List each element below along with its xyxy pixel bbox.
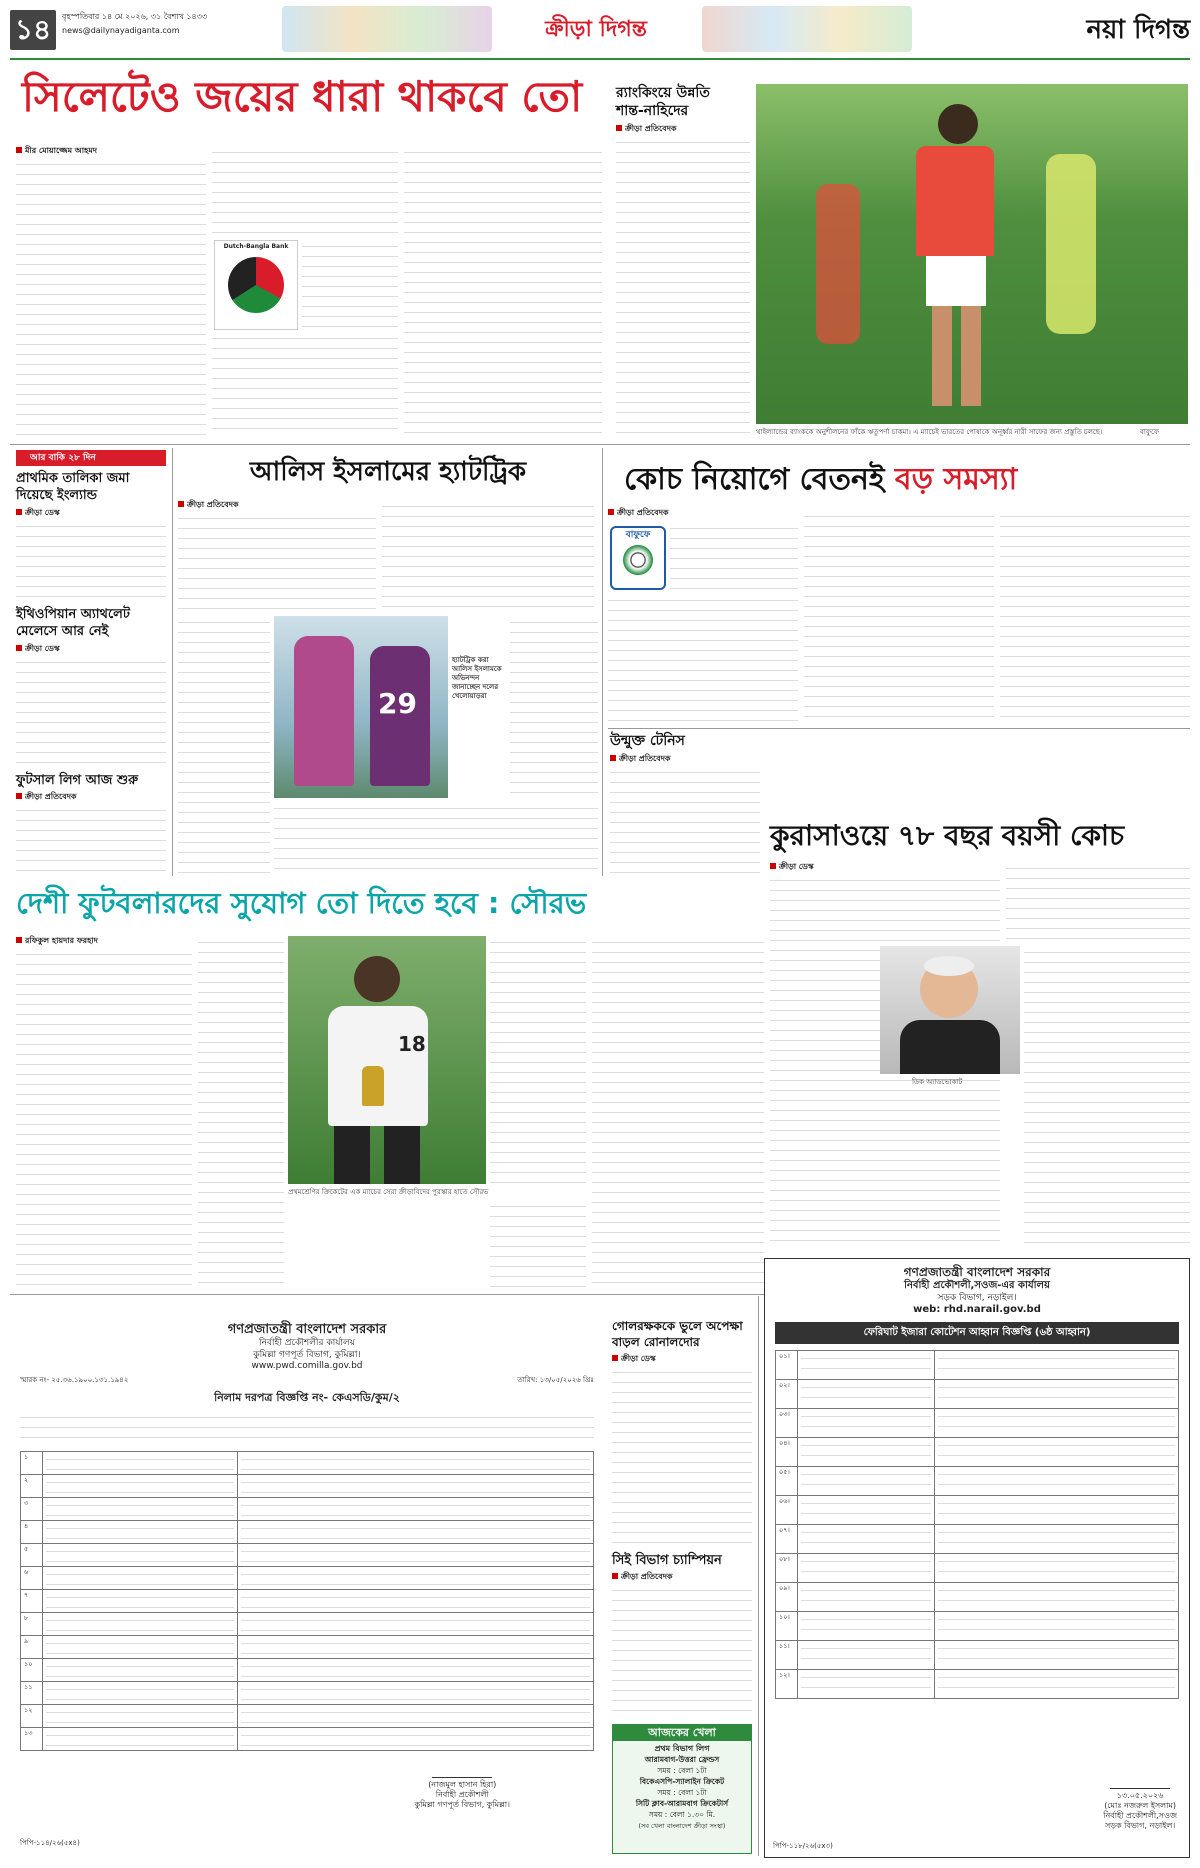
sourav-body-col4 bbox=[592, 936, 764, 1288]
row-value bbox=[237, 1497, 593, 1520]
row-serial: ০৪। bbox=[776, 1438, 798, 1467]
row-label bbox=[798, 1409, 935, 1438]
row-serial: ৫ bbox=[21, 1543, 43, 1566]
ad-right-office: নির্বাহী প্রকৌশলী,সওজ-এর কার্যালয় bbox=[904, 1280, 1050, 1291]
sourav-byline: রফিকুল হায়দার ফরহাদ bbox=[16, 936, 98, 946]
row-value bbox=[935, 1438, 1179, 1467]
section-title: ক্রীড়া দিগন্ত bbox=[545, 17, 647, 42]
goalkeeper-byline: ক্রীড়া ডেস্ক bbox=[612, 1354, 656, 1364]
row-serial: ২ bbox=[21, 1474, 43, 1497]
table-row bbox=[776, 1670, 1179, 1699]
table-row bbox=[21, 1474, 594, 1497]
coach-headline-highlight: বড় সমস্যা bbox=[894, 462, 1018, 497]
row-serial: ১০। bbox=[776, 1612, 798, 1641]
prelim-body bbox=[16, 520, 166, 600]
today-game-line: সময় : বেলা ১টা bbox=[657, 1766, 707, 1775]
tennis-byline: ক্রীড়া প্রতিবেদক bbox=[610, 754, 671, 764]
sourav-jersey-number: 18 bbox=[398, 1032, 426, 1056]
ad-right-gov: গণপ্রজাতন্ত্রী বাংলাদেশ সরকার bbox=[903, 1265, 1051, 1279]
lead-body-col3 bbox=[404, 146, 602, 438]
ad-left-signatory: (নাজমুল হাসান হিরা) bbox=[428, 1780, 497, 1789]
jersey-number: 29 bbox=[378, 687, 417, 720]
tennis-body bbox=[610, 766, 760, 876]
row-value bbox=[237, 1474, 593, 1497]
row-label bbox=[43, 1543, 238, 1566]
row-serial: ৯ bbox=[21, 1635, 43, 1658]
ad-right-signatory-title: নির্বাহী প্রকৌশলী,সওজ bbox=[1103, 1811, 1177, 1820]
bff-logo-text: বাফুফে bbox=[625, 530, 651, 540]
prelim-headline: প্রাথমিক তালিকা জমা দিয়েছে ইংল্যান্ড bbox=[16, 471, 130, 503]
row-serial: ০৫। bbox=[776, 1467, 798, 1496]
table-row bbox=[776, 1612, 1179, 1641]
row-serial: ০৯। bbox=[776, 1583, 798, 1612]
table-row bbox=[776, 1641, 1179, 1670]
row-value bbox=[237, 1566, 593, 1589]
row-label bbox=[43, 1520, 238, 1543]
ad-right-date: ১৩.০৫.২০২৬ bbox=[1116, 1791, 1164, 1800]
row-value bbox=[237, 1451, 593, 1474]
table-row bbox=[21, 1543, 594, 1566]
ad-left-date: তারিখ: ১৩/০৫/২০২৬ খ্রিঃ bbox=[517, 1376, 594, 1384]
lead-body-col2 bbox=[212, 146, 398, 238]
row-label bbox=[43, 1635, 238, 1658]
table-row bbox=[776, 1554, 1179, 1583]
row-label bbox=[798, 1496, 935, 1525]
row-value bbox=[935, 1467, 1179, 1496]
today-games-footer: (সব খেলা বাংলাদেশ ক্রীড়া সংস্থা) bbox=[638, 1822, 726, 1830]
table-row bbox=[776, 1496, 1179, 1525]
table-row bbox=[21, 1566, 594, 1589]
row-label bbox=[798, 1670, 935, 1699]
row-value bbox=[935, 1554, 1179, 1583]
coach-body-col2 bbox=[804, 510, 994, 724]
ad-left-notice-title: নিলাম দরপত্র বিজ্ঞপ্তি নং- কেএসডি/কুম/২ bbox=[214, 1390, 400, 1404]
today-game-line: সময় : বেলা ১টা bbox=[657, 1788, 707, 1797]
hattrick-photo-caption: হ্যাটট্রিক করা আলিস ইসলামকে অভিনন্দন জানাচ্ছেন দলের খেলোয়াড়রা bbox=[452, 656, 502, 700]
row-serial: ০৭। bbox=[776, 1525, 798, 1554]
ad-left bbox=[14, 1318, 600, 1854]
sponsor-logo bbox=[214, 240, 298, 330]
row-label bbox=[798, 1525, 935, 1554]
table-row bbox=[21, 1658, 594, 1681]
today-games-box bbox=[612, 1724, 752, 1854]
lead-body-col2b bbox=[302, 240, 398, 330]
row-value bbox=[935, 1612, 1179, 1641]
row-label bbox=[798, 1641, 935, 1670]
row-serial: ৮ bbox=[21, 1612, 43, 1635]
table-row bbox=[776, 1380, 1179, 1409]
divider-coach-bottom bbox=[608, 728, 1190, 729]
ethiopia-body bbox=[16, 656, 166, 766]
sylhet-champ-body bbox=[612, 1584, 752, 1718]
row-value bbox=[237, 1543, 593, 1566]
row-label bbox=[798, 1583, 935, 1612]
table-row bbox=[21, 1727, 594, 1750]
row-label bbox=[43, 1658, 238, 1681]
table-row bbox=[776, 1351, 1179, 1380]
row-label bbox=[43, 1497, 238, 1520]
ad-right bbox=[764, 1258, 1190, 1858]
row-label bbox=[43, 1704, 238, 1727]
row-serial: ১১ bbox=[21, 1681, 43, 1704]
ad-right-notice-title: ফেরিঘাট ইজারা কোটেশন আহ্বান বিজ্ঞপ্তি (৬ষ্ঠ আহ্বান) bbox=[775, 1322, 1179, 1344]
ranking-photo bbox=[756, 84, 1188, 424]
row-label bbox=[43, 1566, 238, 1589]
row-value bbox=[935, 1351, 1179, 1380]
ad-right-division: সড়ক বিভাগ, নড়াইল। bbox=[937, 1292, 1017, 1303]
curacao-body-top bbox=[1006, 862, 1190, 942]
lead-body-col1 bbox=[16, 158, 206, 438]
row-label bbox=[43, 1451, 238, 1474]
row-serial: ০৩। bbox=[776, 1409, 798, 1438]
row-serial: ৪ bbox=[21, 1520, 43, 1543]
sourav-body-col3 bbox=[490, 936, 586, 1186]
ad-right-code: পিপি-১১৮/২৬(৫x৩) bbox=[773, 1842, 833, 1851]
ad-left-table bbox=[20, 1451, 594, 1751]
row-serial: ১১। bbox=[776, 1641, 798, 1670]
row-serial: ০৮। bbox=[776, 1554, 798, 1583]
table-row bbox=[776, 1409, 1179, 1438]
futsal-headline: ফুটসাল লিগ আজ শুরু bbox=[16, 773, 139, 788]
ranking-body bbox=[616, 136, 750, 438]
table-row bbox=[21, 1612, 594, 1635]
lead-body-col2c bbox=[212, 332, 398, 438]
sourav-body-col2 bbox=[198, 936, 284, 1288]
page-header bbox=[0, 0, 1200, 62]
coach-body-col1a bbox=[670, 522, 798, 592]
ad-left-signatory-office: কুমিল্লা গণপূর্ত বিভাগ, কুমিল্লা। bbox=[414, 1800, 510, 1809]
row-value bbox=[935, 1641, 1179, 1670]
row-value bbox=[237, 1589, 593, 1612]
today-game-line: আরামবাগ-উত্তরা ফ্রেন্ডস bbox=[644, 1755, 720, 1764]
ad-left-intro bbox=[20, 1411, 594, 1447]
hattrick-body-col1 bbox=[178, 512, 376, 612]
ad-left-memo: স্মারক নং- ২৫.৩৬.১৯০০.১৩১.১৯৪২ bbox=[20, 1376, 129, 1384]
divider-mid-col bbox=[602, 448, 603, 876]
row-value bbox=[237, 1681, 593, 1704]
table-row bbox=[776, 1583, 1179, 1612]
header-strip-left bbox=[282, 6, 492, 52]
ad-right-table bbox=[775, 1350, 1179, 1699]
countdown-badge: আর বাকি ২৮ দিন bbox=[16, 450, 166, 466]
hattrick-body-bottom bbox=[274, 802, 598, 876]
player-figure bbox=[916, 104, 996, 414]
ad-left-signature-icon bbox=[432, 1760, 492, 1778]
row-serial: ১২ bbox=[21, 1704, 43, 1727]
table-row bbox=[21, 1520, 594, 1543]
row-label bbox=[43, 1727, 238, 1750]
row-label bbox=[43, 1474, 238, 1497]
ad-right-signatory: (মোঃ নজরুল ইসলাম) bbox=[1104, 1801, 1176, 1810]
ad-right-signatory-office: সড়ক বিভাগ, নড়াইল। bbox=[1104, 1821, 1176, 1830]
trophy-icon bbox=[362, 1066, 384, 1106]
row-serial: ১০ bbox=[21, 1658, 43, 1681]
header-strip-right bbox=[702, 6, 912, 52]
divider-row1 bbox=[10, 444, 1190, 445]
curacao-photo bbox=[880, 946, 1020, 1074]
sylhet-champ-byline: ক্রীড়া প্রতিবেদক bbox=[612, 1572, 673, 1582]
ad-left-web[interactable]: www.pwd.comilla.gov.bd bbox=[251, 1360, 363, 1371]
today-game-line: সময় : বেলা ১.৩০ মি. bbox=[648, 1810, 716, 1819]
ad-left-gov: গণপ্রজাতন্ত্রী বাংলাদেশ সরকার bbox=[227, 1322, 387, 1337]
hattrick-byline: ক্রীড়া প্রতিবেদক bbox=[178, 500, 239, 510]
ad-right-web[interactable]: web: rhd.narail.gov.bd bbox=[913, 1303, 1041, 1315]
hattrick-headline: আলিস ইসলামের হ্যাটট্রিক bbox=[249, 457, 527, 487]
row-value bbox=[935, 1409, 1179, 1438]
row-value bbox=[935, 1525, 1179, 1554]
ethiopia-byline: ক্রীড়া ডেস্ক bbox=[16, 644, 60, 654]
goalkeeper-headline: গোলরক্ষককে ভুলে অপেক্ষা বাড়ল রোনালদোর bbox=[612, 1319, 743, 1349]
row-label bbox=[798, 1351, 935, 1380]
row-label bbox=[43, 1612, 238, 1635]
row-value bbox=[237, 1612, 593, 1635]
coach-body-col1b bbox=[608, 594, 798, 724]
row-label bbox=[43, 1681, 238, 1704]
prelim-byline: ক্রীড়া ডেস্ক bbox=[16, 508, 60, 518]
row-value bbox=[935, 1380, 1179, 1409]
ranking-byline: ক্রীড়া প্রতিবেদক bbox=[616, 124, 677, 134]
row-value bbox=[237, 1658, 593, 1681]
sylhet-champ-headline: সিই বিভাগ চ্যাম্পিয়ন bbox=[612, 1553, 722, 1568]
table-row bbox=[21, 1704, 594, 1727]
row-serial: ০৬। bbox=[776, 1496, 798, 1525]
row-label bbox=[798, 1612, 935, 1641]
today-game-line: বিকেএসপি-স্যালাইন ক্রিকেট bbox=[639, 1777, 725, 1786]
ranking-photo-caption: থাইল্যান্ডের ব্যাংককে অনুশীলনের ফাঁকে ঋতুপর্ণা চাকমা। এ ম্যাচেই ভারতের পোষাকে অনূর্ধ্বর নারী সাফের জন্য প্রস্তুতি চলছে। bbox=[756, 428, 1103, 436]
coach-headline-main: কোচ নিয়োগে বেতনই bbox=[624, 462, 885, 497]
goalkeeper-body bbox=[612, 1366, 752, 1546]
futsal-byline: ক্রীড়া প্রতিবেদক bbox=[16, 792, 77, 802]
tennis-headline: উন্মুক্ত টেনিস bbox=[610, 733, 685, 749]
row-value bbox=[237, 1704, 593, 1727]
ad-right-signature-icon bbox=[1110, 1773, 1170, 1789]
table-row bbox=[776, 1467, 1179, 1496]
curacao-body-list bbox=[1024, 946, 1190, 1250]
sponsor-name: Dutch-Bangla Bank bbox=[223, 243, 289, 250]
curacao-photo-caption: ডিক অ্যাডভোকাট bbox=[912, 1078, 963, 1086]
row-label bbox=[43, 1589, 238, 1612]
sponsor-emblem-icon bbox=[228, 257, 284, 313]
table-row bbox=[21, 1497, 594, 1520]
masthead: নয়া দিগন্ত bbox=[1086, 15, 1190, 45]
sourav-body-col3b bbox=[490, 1200, 586, 1288]
email[interactable]: news@dailynayadiganta.com bbox=[62, 26, 180, 35]
coach-body-col3 bbox=[1000, 510, 1190, 724]
table-row bbox=[21, 1589, 594, 1612]
coach-headline bbox=[624, 458, 1190, 502]
curacao-byline: ক্রীড়া ডেস্ক bbox=[770, 862, 814, 872]
row-value bbox=[237, 1635, 593, 1658]
sourav-body-col1 bbox=[16, 948, 192, 1288]
divider-ad-mid bbox=[758, 1296, 759, 1856]
row-value bbox=[935, 1496, 1179, 1525]
lead-headline: সিলেটেও জয়ের ধারা থাকবে তো bbox=[22, 72, 583, 121]
ad-left-division: কুমিল্লা গণপূর্ত বিভাগ, কুমিল্লা। bbox=[253, 1349, 361, 1360]
row-label bbox=[798, 1467, 935, 1496]
hattrick-body-left bbox=[178, 616, 270, 876]
futsal-body bbox=[16, 804, 166, 874]
table-row bbox=[776, 1438, 1179, 1467]
header-divider bbox=[10, 58, 1190, 60]
ad-left-office: নির্বাহী প্রকৌশলীর কার্যালয় bbox=[258, 1338, 356, 1349]
ad-left-signatory-title: নির্বাহী প্রকৌশলী bbox=[435, 1790, 489, 1799]
row-value bbox=[237, 1520, 593, 1543]
row-serial: ১২। bbox=[776, 1670, 798, 1699]
ad-left-code: পিপি-১১৪/২৬(৫x৪) bbox=[20, 1839, 80, 1848]
coach-byline: ক্রীড়া প্রতিবেদক bbox=[608, 508, 669, 518]
row-serial: ১৩ bbox=[21, 1727, 43, 1750]
row-serial: ৭ bbox=[21, 1589, 43, 1612]
table-row bbox=[21, 1681, 594, 1704]
hattrick-body-right bbox=[510, 616, 598, 796]
row-serial: ৬ bbox=[21, 1566, 43, 1589]
ranking-photo-credit: বাফুফে bbox=[1140, 428, 1159, 436]
row-label bbox=[798, 1438, 935, 1467]
row-label bbox=[798, 1380, 935, 1409]
football-icon bbox=[623, 545, 653, 575]
sourav-photo bbox=[288, 936, 486, 1184]
sourav-headline: দেশী ফুটবলারদের সুযোগ তো দিতে হবে : সৌরভ bbox=[16, 886, 587, 920]
today-games-title: আজকের খেলা bbox=[613, 1725, 751, 1741]
date-line: বৃহস্পতিবার ১৪ মে ২০২৬, ৩১ বৈশাখ ১৪৩৩ bbox=[62, 12, 208, 21]
row-serial: ০২। bbox=[776, 1380, 798, 1409]
row-label bbox=[798, 1554, 935, 1583]
table-row bbox=[21, 1635, 594, 1658]
table-row bbox=[776, 1525, 1179, 1554]
bff-logo bbox=[610, 526, 666, 590]
today-game-line: সিটি ক্লাব-আরামবাগ ক্রিকেটার্স bbox=[635, 1799, 729, 1808]
row-serial: ১ bbox=[21, 1451, 43, 1474]
hattrick-photo bbox=[274, 616, 448, 798]
hattrick-body-col2 bbox=[382, 500, 594, 612]
sourav-photo-caption: প্রথমশ্রেণির ক্রিকেটের এক ম্যাচের সেরা ক্রীড়াবিদের পুরস্কার হাতে সৌরভ bbox=[288, 1188, 489, 1196]
row-value bbox=[935, 1670, 1179, 1699]
lead-byline: মীর মোয়াজ্জেম আহমদ bbox=[16, 146, 97, 156]
ranking-headline: র‍্যাংকিংয়ে উন্নতি শান্ত-নাহিদের bbox=[616, 85, 710, 119]
ethiopia-headline: ইথিওপিয়ান অ্যাথলেট মেলেসে আর নেই bbox=[16, 607, 130, 639]
curacao-headline: কুরাসাওয়ে ৭৮ বছর বয়সী কোচ bbox=[770, 819, 1125, 852]
row-serial: ০১। bbox=[776, 1351, 798, 1380]
table-row bbox=[21, 1451, 594, 1474]
row-value bbox=[237, 1727, 593, 1750]
row-value bbox=[935, 1583, 1179, 1612]
row-serial: ৩ bbox=[21, 1497, 43, 1520]
page-number: ১৪ bbox=[10, 10, 56, 50]
today-games-league: প্রথম বিভাগ লিগ bbox=[654, 1744, 710, 1753]
divider-left-col bbox=[172, 448, 173, 876]
